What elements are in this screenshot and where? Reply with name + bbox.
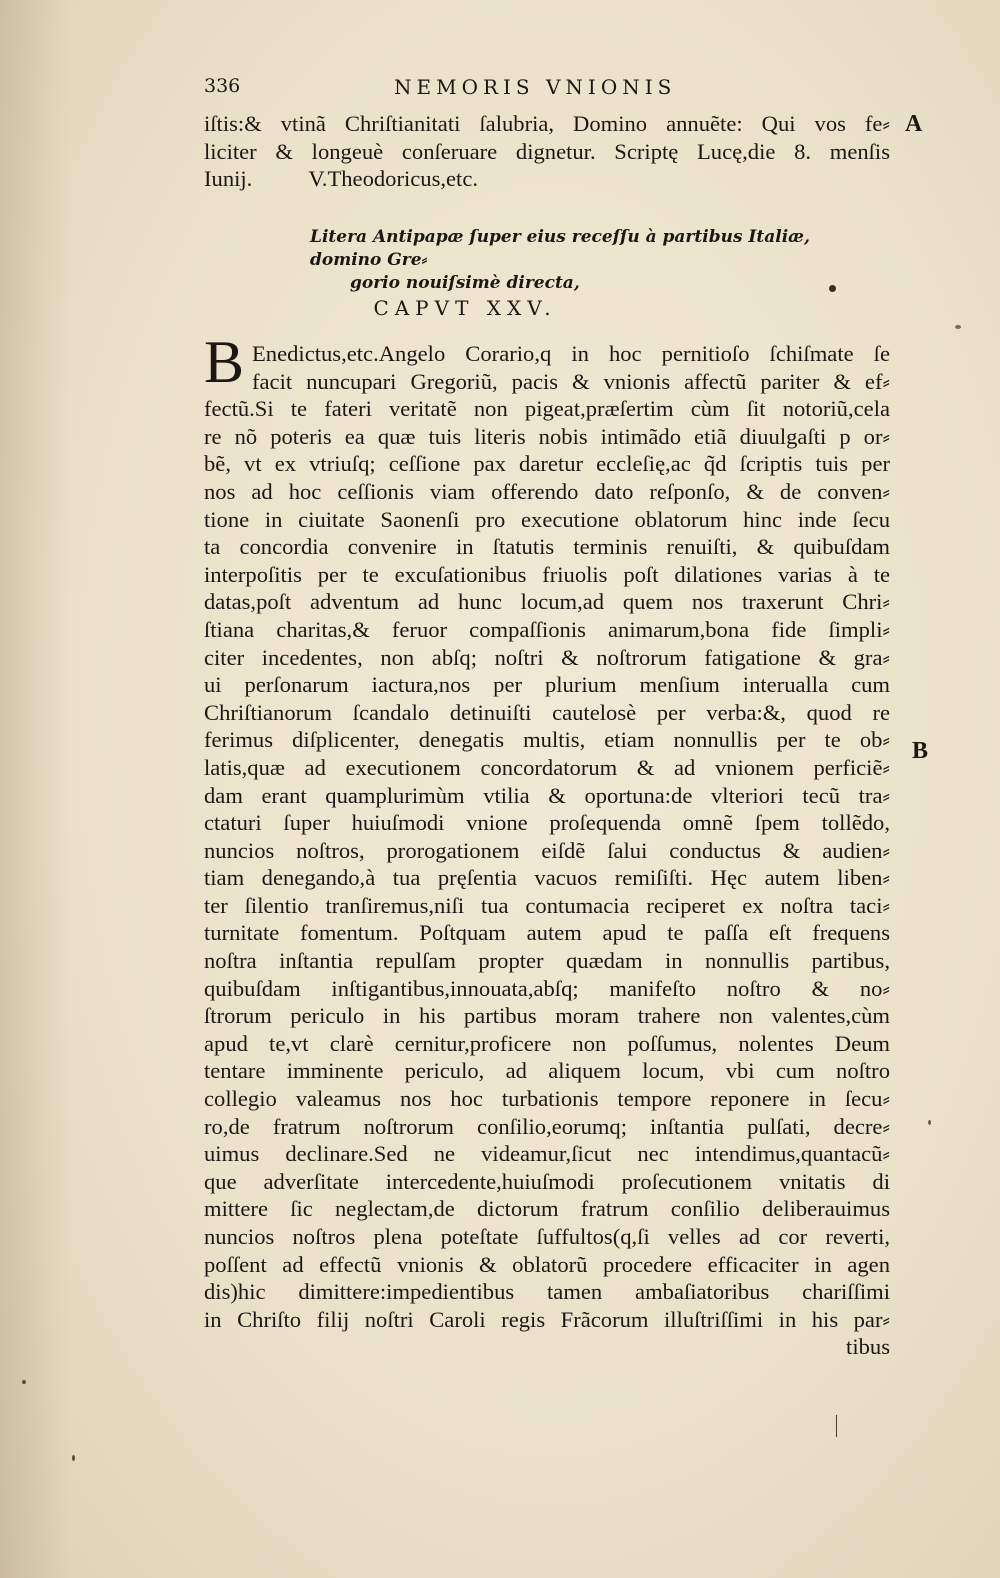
chapter-title	[0, 296, 1000, 320]
text-line: citer incedentes, non abſq; noſtri & noſtrorum fatigatione & gra⸗	[204, 644, 890, 670]
letter-heading-line: Litera Antipapæ ſuper eius receſſu à partibus Italiæ, domino Gre⸗	[310, 227, 810, 270]
text-line: nuncios noſtros, prorogationem eiſdẽ ſalui conductus & audien⸗	[204, 837, 890, 863]
text-line: noſtra inſtantia repulſam propter quædam in nonnullis partibus,	[204, 948, 890, 974]
text-line: tentare imminente periculo, ad aliquem locum, vbi cum noſtro	[204, 1058, 890, 1084]
text-line: ter ſilentio tranſiremus,niſi tua contumacia reciperet ex noſtra taci⸗	[204, 892, 890, 918]
text-line: in Chriſto filij noſtri Caroli regis Frãcorum illuſtriſſimi in his par⸗	[204, 1306, 890, 1332]
margin-letter-a: A	[905, 111, 923, 137]
text-line: latis,quæ ad executionem concordatorum & ad vnionem perficiẽ⸗	[204, 754, 890, 780]
text-line: collegio valeamus nos hoc turbationis tempore reponere in ſecu⸗	[204, 1086, 890, 1112]
text-line: apud te,vt clarè cernitur,proficere non poſſumus, nolentes Deum	[204, 1030, 890, 1056]
text-line: liciter & longeuè conſeruare dignetur. Scriptę Lucę,die 8. menſis	[204, 138, 890, 164]
text-line: nos ad hoc ceſſionis viam offerendo dato reſponſo, & de conven⸗	[204, 478, 890, 504]
text-line: ſtrorum periculo in his partibus moram trahere non valentes,cùm	[204, 1003, 890, 1029]
page-shadow	[0, 0, 70, 1578]
text-line: re nõ poteris ea quæ tuis literis nobis intimãdo etiã diuulgaſti p or⸗	[204, 423, 890, 449]
text-line: tione in ciuitate Saonenſi pro executione oblatorum hinc inde ſecu	[204, 506, 890, 532]
catchword: tibus	[846, 1334, 890, 1360]
text-line: iſtis:& vtinã Chriſtianitati ſalubria, Domino annuẽte: Qui vos fe⸗	[204, 111, 890, 136]
ink-speck	[955, 325, 961, 329]
text-line: dis)hic dimittere:impedientibus tamen ambaſiatoribus chariſſimi	[204, 1279, 890, 1305]
ink-speck	[928, 1120, 931, 1125]
text-line: ſtiana charitas,& feruor compaſſionis animarum,bona fide ſimpli⸗	[204, 616, 890, 642]
letter-heading	[310, 226, 830, 295]
text-line: fectũ.Si te fateri veritatẽ non pigeat,præſertim cùm ſit notoriũ,cela	[204, 396, 890, 422]
top-text-block	[204, 110, 890, 193]
text-line: ferimus diſplicenter, denegatis multis, etiam nonnullis per te ob⸗	[204, 727, 890, 753]
page-header	[204, 75, 894, 105]
drop-cap: B	[204, 329, 245, 395]
ink-speck	[829, 285, 836, 292]
text-line: turnitate fomentum. Poſtquam autem apud te paſſa eſt frequens	[204, 920, 890, 946]
text-line: ro,de fratrum noſtrorum conſilio,eorumq; inſtantia pulſati, decre⸗	[204, 1113, 890, 1139]
main-text-block	[204, 340, 890, 1361]
text-line: Iunij. V.Theodoricus,etc.	[204, 166, 479, 192]
margin-letter-b: B	[912, 738, 929, 764]
ink-speck	[22, 1380, 26, 1384]
text-line: quibuſdam inſtigantibus,innouata,abſq; manifeſto noſtro & no⸗	[204, 975, 890, 1001]
text-line: bẽ, vt ex vtriuſq; ceſſione pax daretur eccleſię,ac q̃d ſcriptis tuis per	[204, 451, 890, 477]
page-number: 336	[204, 75, 241, 97]
text-line: tiam denegando,à tua pręſentia vacuos remiſiſti. Hęc autem liben⸗	[204, 865, 890, 891]
text-line: ctaturi ſuper huiuſmodi vnione proſequenda omnẽ ſpem tollẽdo,	[204, 810, 890, 836]
text-line: nuncios noſtros plena poteſtate ſuffultos(q,ſi velles ad cor reverti,	[204, 1224, 890, 1249]
letter-heading-line: gorio nouiſsimè directa,	[350, 273, 580, 293]
text-line: poſſent ad effectũ vnionis & oblatorũ procedere efficaciter in agen	[204, 1251, 890, 1277]
text-line: uimus declinare.Sed ne videamur,ſicut nec intendimus,quantacũ⸗	[204, 1141, 890, 1167]
chapter-title-text: CAPVT XXV.	[373, 296, 557, 320]
ink-speck	[72, 1455, 75, 1461]
text-line: datas,poſt adventum ad hunc locum,ad quem nos traxerunt Chri⸗	[204, 589, 890, 615]
text-line: facit nuncupari Gregoriũ, pacis & vnionis affectũ pariter & ef⸗	[252, 368, 890, 394]
text-line: dam erant quamplurimùm vtilia & oportuna:de vlteriori tecũ tra⸗	[204, 782, 890, 808]
text-line: ta concordia convenire in ſtatutis terminis renuiſti, & quibuſdam	[204, 534, 890, 560]
text-line: ui perſonarum iactura,nos per plurium menſium interualla cum	[204, 672, 890, 698]
ink-speck	[836, 1415, 837, 1437]
text-line: interpoſitis per te excuſationibus friuolis poſt dilationes varias à te	[204, 561, 890, 587]
text-line: Enedictus,etc.Angelo Corario,q in hoc pernitioſo ſchiſmate ſe	[252, 341, 890, 366]
text-line: que adverſitate intercedente,huiuſmodi proſecutionem vnitatis di	[204, 1168, 890, 1194]
text-line: mittere ſic neglectam,de dictorum fratrum conſilio deliberauimus	[204, 1196, 890, 1222]
text-line: Chriſtianorum ſcandalo detinuiſti cautelosè per verba:&, quod re	[204, 699, 890, 725]
running-title: NEMORIS VNIONIS	[394, 75, 677, 99]
